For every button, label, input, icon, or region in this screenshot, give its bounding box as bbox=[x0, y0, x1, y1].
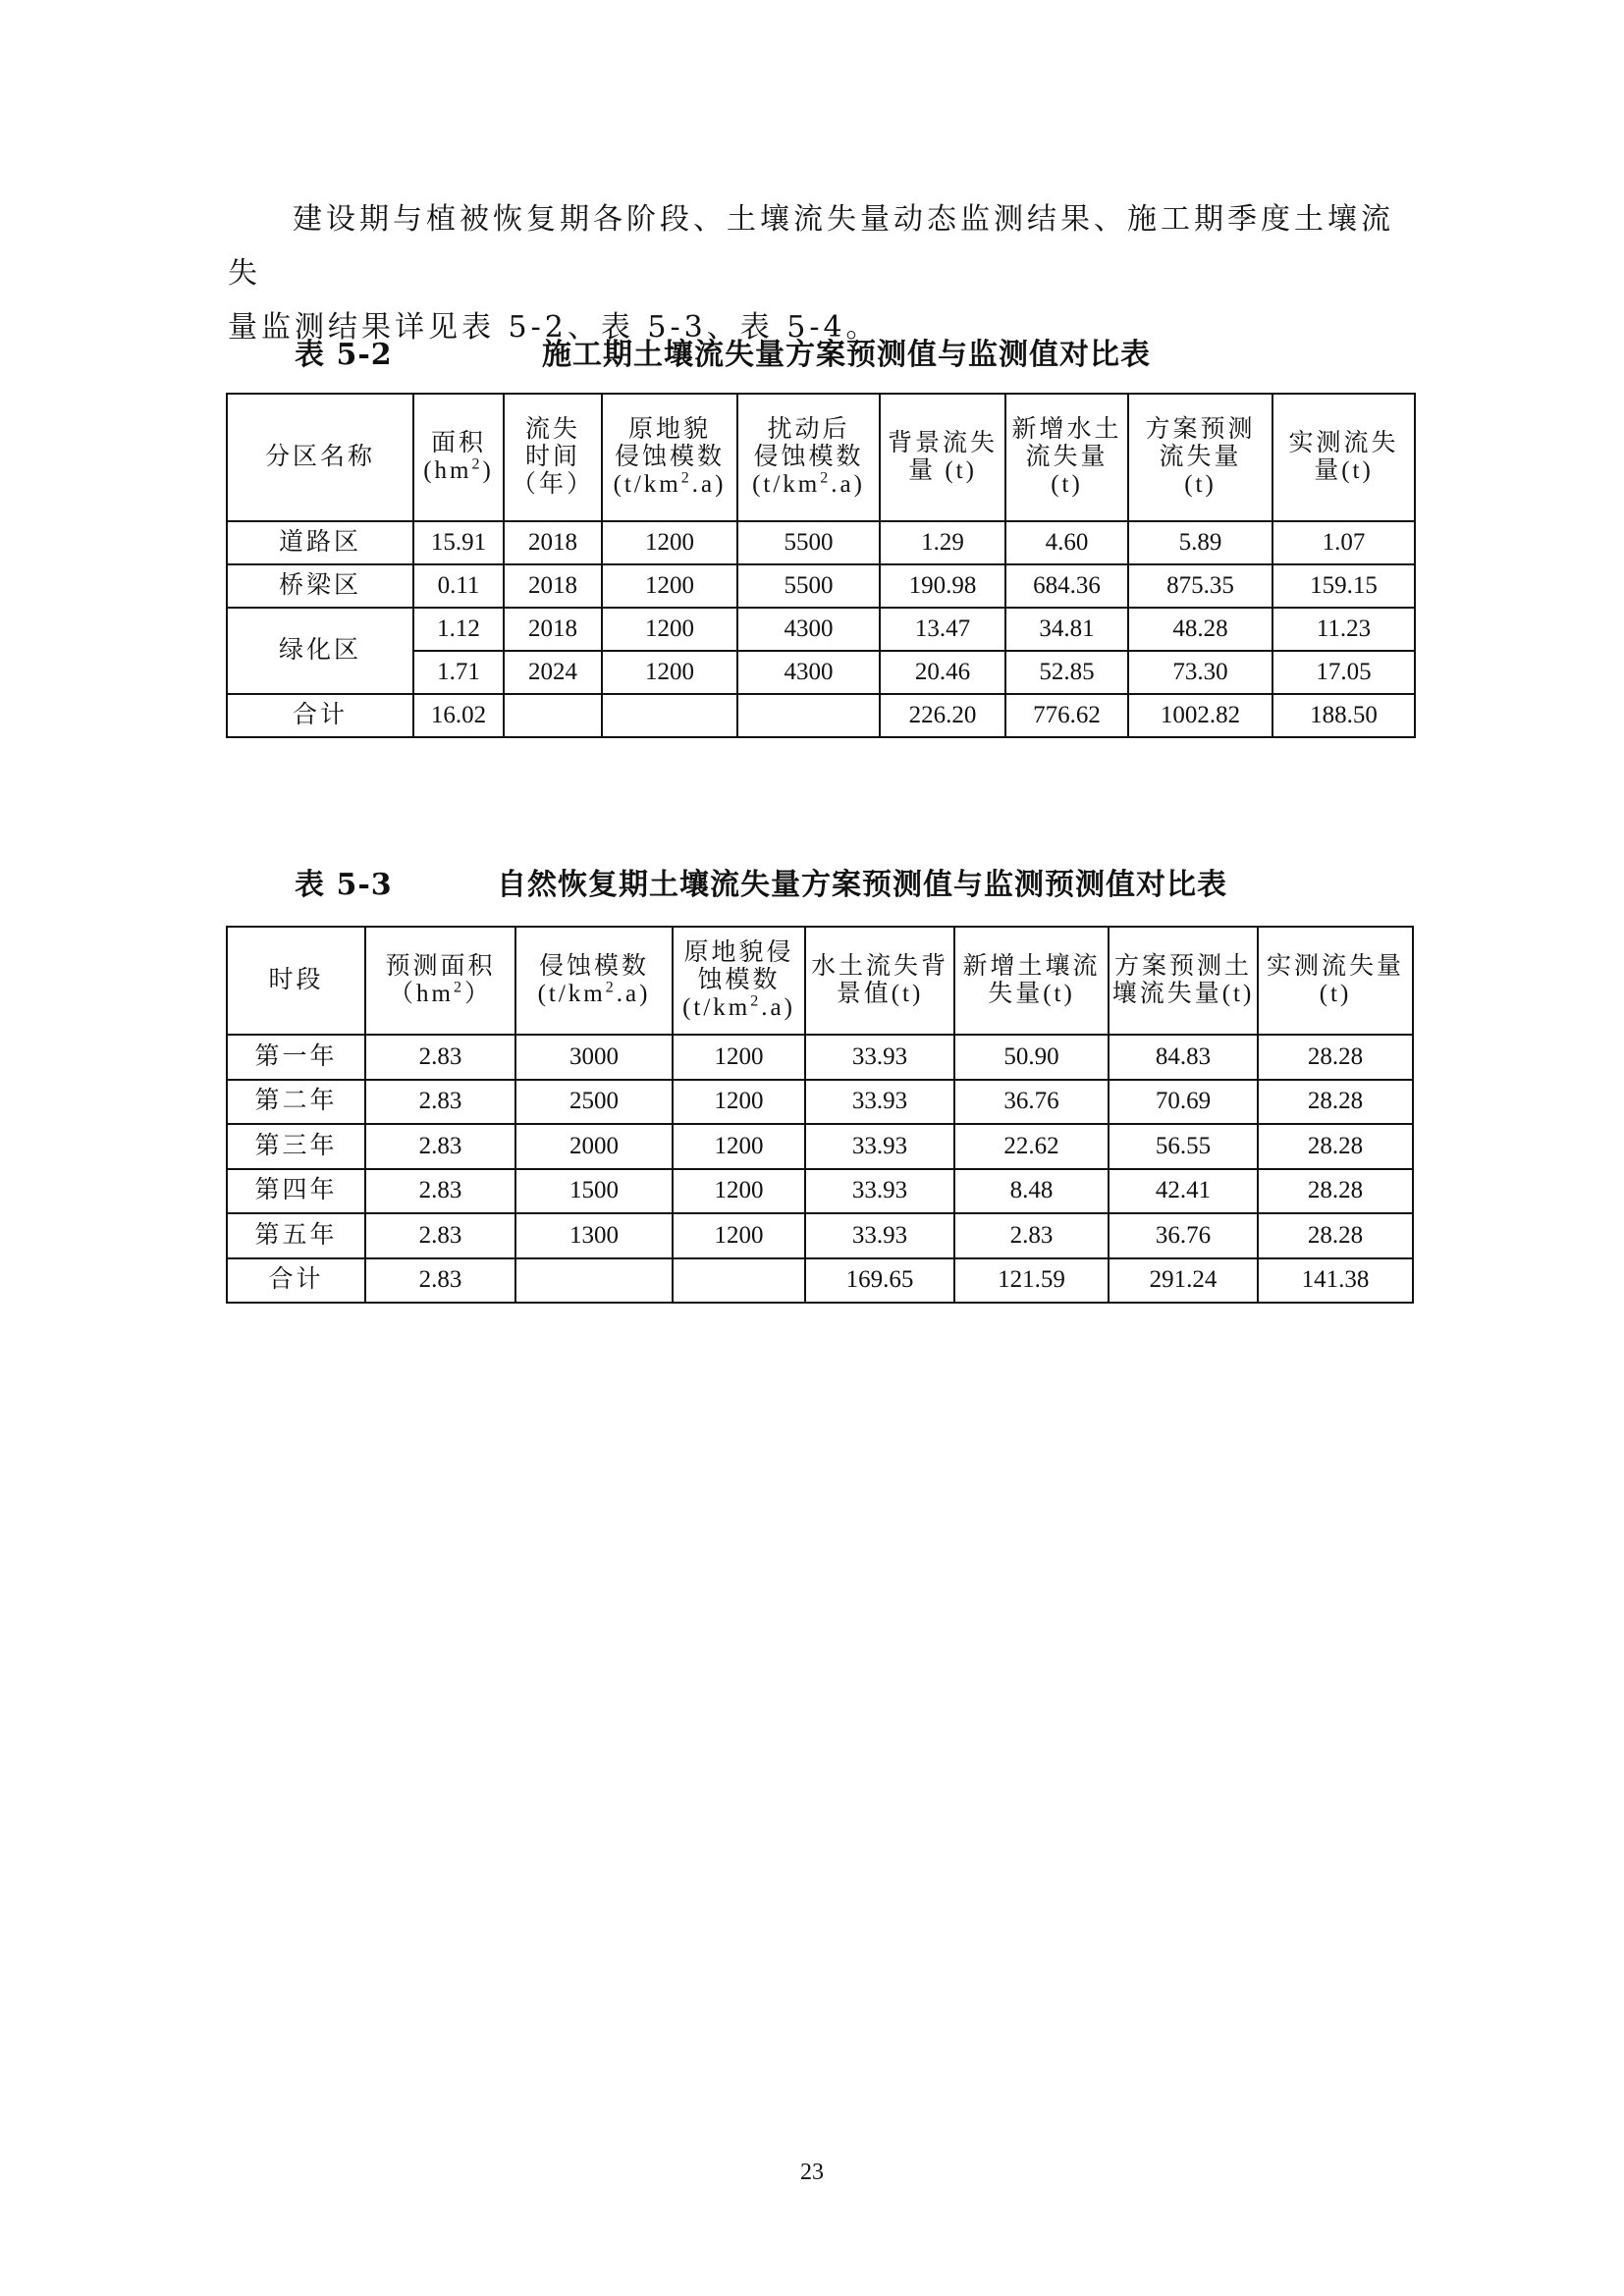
cell-new-loss: 776.62 bbox=[1005, 694, 1128, 737]
cell-background-value: 169.65 bbox=[805, 1258, 954, 1304]
header-plan-prediction: 方案预测土 壤流失量(t) bbox=[1109, 927, 1258, 1035]
cell-background-loss: 13.47 bbox=[880, 608, 1005, 651]
header-period: 时段 bbox=[227, 927, 365, 1035]
table-row bbox=[227, 1213, 1413, 1258]
cell-time bbox=[504, 694, 602, 737]
cell-new-loss: 684.36 bbox=[1005, 564, 1128, 608]
table-5-2-title: 施工期土壤流失量方案预测值与监测值对比表 bbox=[542, 338, 1151, 372]
cell-plan-prediction: 73.30 bbox=[1128, 651, 1272, 694]
intro-line-1: 建设期与植被恢复期各阶段、土壤流失量动态监测结果、施工期季度土壤流失 bbox=[228, 202, 1394, 291]
cell-plan-prediction: 48.28 bbox=[1128, 608, 1272, 651]
cell-zone: 道路区 bbox=[227, 521, 413, 564]
cell-new-loss: 4.60 bbox=[1005, 521, 1128, 564]
cell-original-erosion: 1200 bbox=[673, 1124, 805, 1169]
cell-plan-prediction: 70.69 bbox=[1109, 1080, 1258, 1125]
cell-zone: 合计 bbox=[227, 694, 413, 737]
header-background-loss: 背景流失 量 (t) bbox=[880, 394, 1005, 521]
cell-background-loss: 20.46 bbox=[880, 651, 1005, 694]
cell-disturbed-erosion: 4300 bbox=[737, 651, 880, 694]
cell-area: 2.83 bbox=[365, 1035, 515, 1080]
cell-new-loss: 121.59 bbox=[954, 1258, 1109, 1304]
cell-new-loss: 50.90 bbox=[954, 1035, 1109, 1080]
cell-time: 2018 bbox=[504, 564, 602, 608]
header-loss-time: 流失 时间 （年） bbox=[504, 394, 602, 521]
header-new-loss: 新增土壤流 失量(t) bbox=[954, 927, 1109, 1035]
cell-original-erosion: 1200 bbox=[673, 1213, 805, 1258]
cell-new-loss: 36.76 bbox=[954, 1080, 1109, 1125]
cell-original-erosion bbox=[602, 694, 737, 737]
cell-area: 1.71 bbox=[413, 651, 504, 694]
cell-original-erosion: 1200 bbox=[673, 1169, 805, 1214]
header-original-erosion: 原地貌 侵蚀模数 $(t/km^2.a)$ bbox=[602, 394, 737, 521]
cell-zone: 桥梁区 bbox=[227, 564, 413, 608]
table-5-2-header-row bbox=[227, 394, 1415, 521]
cell-area: 2.83 bbox=[365, 1124, 515, 1169]
header-original-erosion: 原地貌侵 蚀模数 $(t/km^2.a)$ bbox=[673, 927, 805, 1035]
cell-background-value: 33.93 bbox=[805, 1035, 954, 1080]
cell-erosion-modulus bbox=[515, 1258, 673, 1304]
cell-zone: 绿化区 bbox=[227, 608, 413, 694]
cell-time: 2018 bbox=[504, 608, 602, 651]
cell-measured-loss: 28.28 bbox=[1258, 1035, 1413, 1080]
page-number: 23 bbox=[800, 2160, 824, 2185]
table-row bbox=[227, 1080, 1413, 1125]
cell-measured-loss: 28.28 bbox=[1258, 1213, 1413, 1258]
cell-plan-prediction: 56.55 bbox=[1109, 1124, 1258, 1169]
table-5-3-number: 表 5-3 bbox=[295, 868, 393, 902]
cell-measured-loss: 1.07 bbox=[1272, 521, 1415, 564]
cell-plan-prediction: 1002.82 bbox=[1128, 694, 1272, 737]
cell-erosion-modulus: 2000 bbox=[515, 1124, 673, 1169]
cell-disturbed-erosion bbox=[737, 694, 880, 737]
table-5-3-title: 自然恢复期土壤流失量方案预测值与监测预测值对比表 bbox=[497, 868, 1227, 902]
cell-measured-loss: 159.15 bbox=[1272, 564, 1415, 608]
cell-measured-loss: 28.28 bbox=[1258, 1124, 1413, 1169]
cell-erosion-modulus: 1500 bbox=[515, 1169, 673, 1214]
cell-period: 第四年 bbox=[227, 1169, 365, 1214]
header-erosion-modulus: 侵蚀模数 $(t/km^2.a)$ bbox=[515, 927, 673, 1035]
cell-period: 第一年 bbox=[227, 1035, 365, 1080]
cell-area: 15.91 bbox=[413, 521, 504, 564]
cell-disturbed-erosion: 5500 bbox=[737, 564, 880, 608]
table-5-3 bbox=[226, 926, 1414, 1304]
cell-plan-prediction: 84.83 bbox=[1109, 1035, 1258, 1080]
cell-background-loss: 190.98 bbox=[880, 564, 1005, 608]
table-row bbox=[227, 1169, 1413, 1214]
cell-measured-loss: 28.28 bbox=[1258, 1169, 1413, 1214]
cell-area: 0.11 bbox=[413, 564, 504, 608]
cell-disturbed-erosion: 4300 bbox=[737, 608, 880, 651]
table-total-row bbox=[227, 1258, 1413, 1304]
cell-background-value: 33.93 bbox=[805, 1124, 954, 1169]
header-zone: 分区名称 bbox=[227, 394, 413, 521]
table-5-3-header-row bbox=[227, 927, 1413, 1035]
table-row bbox=[227, 1035, 1413, 1080]
cell-area: 2.83 bbox=[365, 1213, 515, 1258]
cell-background-loss: 1.29 bbox=[880, 521, 1005, 564]
cell-area: 16.02 bbox=[413, 694, 504, 737]
header-new-loss: 新增水土 流失量 (t) bbox=[1005, 394, 1128, 521]
cell-plan-prediction: 291.24 bbox=[1109, 1258, 1258, 1304]
cell-new-loss: 22.62 bbox=[954, 1124, 1109, 1169]
table-5-2 bbox=[226, 393, 1416, 738]
cell-disturbed-erosion: 5500 bbox=[737, 521, 880, 564]
cell-new-loss: 2.83 bbox=[954, 1213, 1109, 1258]
cell-time: 2018 bbox=[504, 521, 602, 564]
cell-area: 2.83 bbox=[365, 1169, 515, 1214]
cell-period: 第五年 bbox=[227, 1213, 365, 1258]
cell-new-loss: 52.85 bbox=[1005, 651, 1128, 694]
cell-erosion-modulus: 3000 bbox=[515, 1035, 673, 1080]
table-5-2-number: 表 5-2 bbox=[295, 338, 393, 372]
cell-time: 2024 bbox=[504, 651, 602, 694]
table-row bbox=[227, 1124, 1413, 1169]
table-row bbox=[227, 564, 1415, 608]
table-total-row bbox=[227, 694, 1415, 737]
cell-new-loss: 34.81 bbox=[1005, 608, 1128, 651]
cell-plan-prediction: 42.41 bbox=[1109, 1169, 1258, 1214]
cell-area: 1.12 bbox=[413, 608, 504, 651]
intro-line-2: 量监测结果详见表 5-2、表 5-3、表 5-4。 bbox=[228, 310, 880, 345]
header-disturbed-erosion: 扰动后 侵蚀模数 $(t/km^2.a)$ bbox=[737, 394, 880, 521]
cell-measured-loss: 141.38 bbox=[1258, 1258, 1413, 1304]
cell-plan-prediction: 875.35 bbox=[1128, 564, 1272, 608]
header-background-value: 水土流失背 景值(t) bbox=[805, 927, 954, 1035]
cell-period: 第三年 bbox=[227, 1124, 365, 1169]
cell-original-erosion: 1200 bbox=[602, 651, 737, 694]
cell-original-erosion: 1200 bbox=[673, 1080, 805, 1125]
cell-measured-loss: 17.05 bbox=[1272, 651, 1415, 694]
cell-original-erosion: 1200 bbox=[602, 521, 737, 564]
cell-plan-prediction: 36.76 bbox=[1109, 1213, 1258, 1258]
cell-erosion-modulus: 1300 bbox=[515, 1213, 673, 1258]
cell-original-erosion: 1200 bbox=[602, 608, 737, 651]
header-predicted-area: 预测面积 $(hm^2)$ bbox=[365, 927, 515, 1035]
header-area: 面积 $(hm^2)$ bbox=[413, 394, 504, 521]
header-measured-loss: 实测流失 量(t) bbox=[1272, 394, 1415, 521]
cell-erosion-modulus: 2500 bbox=[515, 1080, 673, 1125]
cell-measured-loss: 11.23 bbox=[1272, 608, 1415, 651]
cell-measured-loss: 188.50 bbox=[1272, 694, 1415, 737]
cell-background-loss: 226.20 bbox=[880, 694, 1005, 737]
cell-measured-loss: 28.28 bbox=[1258, 1080, 1413, 1125]
cell-original-erosion: 1200 bbox=[673, 1035, 805, 1080]
cell-background-value: 33.93 bbox=[805, 1213, 954, 1258]
cell-original-erosion: 1200 bbox=[602, 564, 737, 608]
cell-period: 合计 bbox=[227, 1258, 365, 1304]
cell-original-erosion bbox=[673, 1258, 805, 1304]
cell-plan-prediction: 5.89 bbox=[1128, 521, 1272, 564]
cell-new-loss: 8.48 bbox=[954, 1169, 1109, 1214]
cell-background-value: 33.93 bbox=[805, 1169, 954, 1214]
cell-area: 2.83 bbox=[365, 1080, 515, 1125]
cell-background-value: 33.93 bbox=[805, 1080, 954, 1125]
header-plan-prediction: 方案预测 流失量 (t) bbox=[1128, 394, 1272, 521]
table-row bbox=[227, 608, 1415, 651]
header-measured-loss: 实测流失量 (t) bbox=[1258, 927, 1413, 1035]
table-row bbox=[227, 521, 1415, 564]
cell-area: 2.83 bbox=[365, 1258, 515, 1304]
cell-period: 第二年 bbox=[227, 1080, 365, 1125]
